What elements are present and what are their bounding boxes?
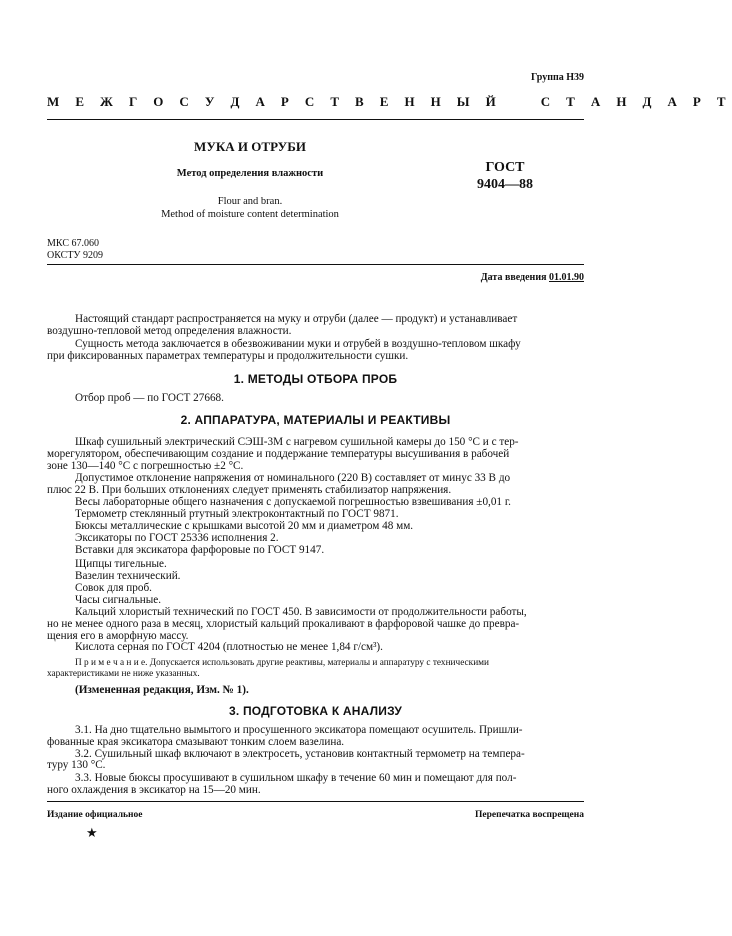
star-icon: ★ bbox=[86, 825, 98, 840]
preparation-line: туру 130 °С. bbox=[47, 759, 106, 771]
preparation-line: ного охлаждения в эксикатор на 15—20 мин. bbox=[47, 784, 261, 796]
gost-label: ГОСТ bbox=[485, 160, 525, 175]
footer-rule bbox=[47, 801, 584, 802]
intro-line: при фиксированных параметрах температуры и продолжительности сушки. bbox=[47, 350, 409, 362]
english-title-1: Flour and bran. bbox=[217, 196, 283, 207]
intro-line: Настоящий стандарт распространяется на муку и отруби (далее — продукт) и устанавливает bbox=[75, 313, 518, 325]
apparatus-line: Термометр стеклянный ртутный электроконтактный по ГОСТ 9871. bbox=[75, 508, 399, 520]
intro-date-label: Дата введения bbox=[480, 272, 547, 283]
intro-line: воздушно-тепловой метод определения влажности. bbox=[47, 325, 292, 337]
apparatus-line: Вазелин технический. bbox=[75, 570, 181, 582]
preparation-line: 3.1. На дно тщательно вымытого и просушенного эксикатора помещают осушитель. Пришли- bbox=[75, 724, 523, 736]
apparatus-line: зоне 130—140 °С с погрешностью ±2 °С. bbox=[47, 460, 244, 472]
official-edition: Издание официальное bbox=[47, 810, 143, 820]
apparatus-line: Эксикаторы по ГОСТ 25336 исполнения 2. bbox=[75, 532, 279, 544]
apparatus-line: плюс 22 В. При больших отклонениях следует применять стабилизатор напряжения. bbox=[47, 484, 452, 496]
okstu-code: ОКСТУ 9209 bbox=[47, 250, 104, 261]
section-1-title: 1. МЕТОДЫ ОТБОРА ПРОБ bbox=[233, 372, 398, 386]
apparatus-line: Совок для проб. bbox=[75, 582, 152, 594]
section-2-title: 2. АППАРАТУРА, МАТЕРИАЛЫ И РЕАКТИВЫ bbox=[180, 413, 451, 427]
preparation-line: фованные края эксикатора смазывают тонким слоем вазелина. bbox=[47, 736, 345, 748]
note-text: Допускается использовать другие реактивы, материалы и аппаратуру с техническими bbox=[147, 658, 490, 668]
apparatus-line: Допустимое отклонение напряжения от номинального (220 В) составляет от минус 33 В до bbox=[75, 472, 511, 484]
apparatus-line: Шкаф сушильный электрический СЭШ-3М с нагревом сушильной камеры до 150 °С и с тер- bbox=[75, 436, 519, 448]
amendment-note: (Измененная редакция, Изм. № 1). bbox=[75, 684, 249, 696]
standard-banner: М Е Ж Г О С У Д А Р С Т В Е Н Н Ы Й С Т А Н Д А Р Т bbox=[47, 94, 732, 109]
intro-line: Сущность метода заключается в обезвоживании муки и отрубей в воздушно-тепловом шкафу bbox=[75, 338, 521, 350]
preparation-line: 3.3. Новые бюксы просушивают в сушильном шкафу в течение 60 мин и помещают для пол- bbox=[75, 772, 517, 784]
section-3-title: 3. ПОДГОТОВКА К АНАЛИЗУ bbox=[229, 704, 402, 718]
apparatus-line: морегулятором, обеспечивающим создание и поддержание температуры высушивания в рабочей bbox=[47, 448, 510, 460]
apparatus-line: Весы лабораторные общего назначения с допускаемой погрешностью взвешивания ±0,01 г. bbox=[75, 496, 511, 508]
preparation-line: 3.2. Сушильный шкаф включают в электросеть, установив контактный термометр на темпера- bbox=[75, 748, 525, 760]
group-code: Группа Н39 bbox=[531, 72, 584, 83]
section-1-text: Отбор проб — по ГОСТ 27668. bbox=[75, 392, 224, 404]
english-title-2: Method of moisture content determination bbox=[161, 209, 339, 220]
codes-rule bbox=[47, 264, 584, 265]
mks-code: МКС 67.060 bbox=[47, 238, 99, 249]
banner-rule bbox=[47, 119, 584, 120]
apparatus-line: но не менее одного раза в месяц, хлористый кальций прокаливают в фарфоровой чашке до превра- bbox=[47, 618, 520, 630]
apparatus-line: Бюксы металлические с крышками высотой 20 мм и диаметром 48 мм. bbox=[75, 520, 414, 532]
apparatus-line: Кислота серная по ГОСТ 4204 (плотностью не менее 1,84 г/см³). bbox=[75, 641, 383, 653]
apparatus-line: Кальций хлористый технический по ГОСТ 450. В зависимости от продолжительности работы, bbox=[75, 606, 527, 618]
apparatus-line: Часы сигнальные. bbox=[75, 594, 162, 606]
note-label: П р и м е ч а н и е. bbox=[75, 658, 148, 668]
doc-subtitle: Метод определения влажности bbox=[176, 168, 324, 179]
apparatus-line: щения его в аморфную массу. bbox=[47, 630, 189, 642]
intro-date bbox=[400, 272, 584, 283]
apparatus-line: Вставки для эксикатора фарфоровые по ГОСТ 9147. bbox=[75, 544, 325, 556]
reprint-forbidden: Перепечатка воспрещена bbox=[474, 810, 584, 820]
intro-date-value: 01.01.90 bbox=[549, 272, 584, 283]
doc-title: МУКА И ОТРУБИ bbox=[194, 139, 306, 154]
note-line: характеристиками не ниже указанных. bbox=[47, 669, 200, 679]
apparatus-line: Щипцы тигельные. bbox=[75, 558, 167, 570]
gost-number: 9404—88 bbox=[477, 177, 533, 192]
